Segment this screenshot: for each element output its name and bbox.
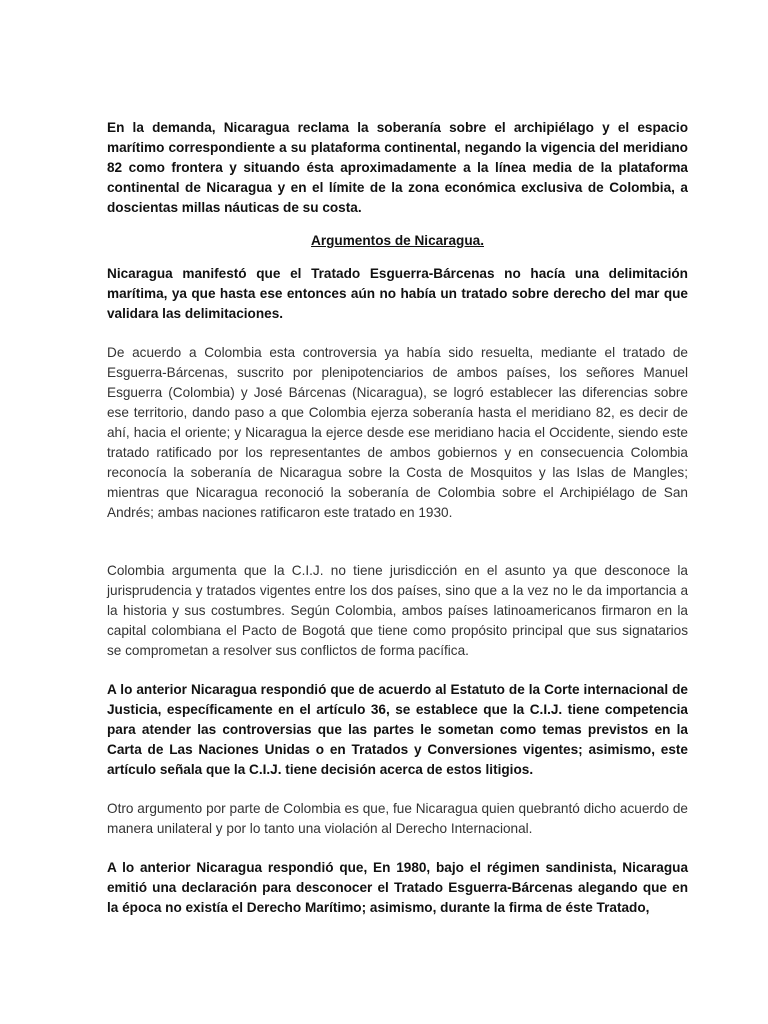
paragraph-nicaragua-estatuto: A lo anterior Nicaragua respondió que de acuerdo al Estatuto de la Corte internacional de Justicia, específicamente en el artículo 36, se establece que la C.I.J. tiene competencia para atender las controversias que las partes le sometan como temas previstos en la Carta de Las Naciones Unidas o en Tratados y Conversiones vigentes; asimismo, este artículo señala que la C.I.J. tiene decisión acerca de estos litigios. [107, 682, 688, 777]
document-page [107, 118, 688, 918]
paragraph-nicaragua-tratado: Nicaragua manifestó que el Tratado Esguerra-Bárcenas no hacía una delimitación marítima, ya que hasta ese entonces aún no había un tratado sobre derecho del mar que validara las delimitaciones. [107, 266, 688, 321]
paragraph-demanda: En la demanda, Nicaragua reclama la soberanía sobre el archipiélago y el espacio marítimo correspondiente a su plataforma continental, negando la vigencia del meridiano 82 como frontera y situando ésta aproximadamente a la línea media de la plataforma continental de Nicaragua y en el límite de la zona económica exclusiva de Colombia, a doscientas millas náuticas de su costa. [107, 120, 688, 215]
paragraph-colombia-argumento: Otro argumento por parte de Colombia es que, fue Nicaragua quien quebrantó dicho acuerdo de manera unilateral y por lo tanto una violación al Derecho Internacional. [107, 801, 688, 836]
paragraph-colombia-controversia: De acuerdo a Colombia esta controversia ya había sido resuelta, mediante el tratado de Esguerra-Bárcenas, suscrito por plenipotenciarios de ambos países, los señores Manuel Esguerra (Colombia) y José Bárcenas (Nicaragua), se logró establecer las diferencias sobre ese territorio, dando paso a que Colombia ejerza soberanía hasta el meridiano 82, es decir de ahí, hacia el oriente; y Nicaragua la ejerce desde ese meridiano hacia el Occidente, siendo este tratado ratificado por los representantes de ambos gobiernos y en consecuencia Colombia reconocía la soberanía de Nicaragua sobre la Costa de Mosquitos y las Islas de Mangles; mientras que Nicaragua reconoció la soberanía de Colombia sobre el Archipiélago de San Andrés; ambas naciones ratificaron este tratado en 1930. [107, 345, 688, 520]
section-heading: Argumentos de Nicaragua. [311, 233, 484, 248]
paragraph-colombia-jurisdiccion: Colombia argumenta que la C.I.J. no tiene jurisdicción en el asunto ya que desconoce la jurisprudencia y tratados vigentes entre los dos países, sino que a la vez no le da importancia a la historia y sus costumbres. Según Colombia, ambos países latinoamericanos firmaron en la capital colombiana el Pacto de Bogotá que tiene como propósito principal que sus signatarios se comprometan a resolver sus conflictos de forma pacífica. [107, 563, 688, 658]
paragraph-nicaragua-1980: A lo anterior Nicaragua respondió que, En 1980, bajo el régimen sandinista, Nicaragua emitió una declaración para desconocer el Tratado Esguerra-Bárcenas alegando que en la época no existía el Derecho Marítimo; asimismo, durante la firma de éste Tratado, [107, 860, 688, 915]
